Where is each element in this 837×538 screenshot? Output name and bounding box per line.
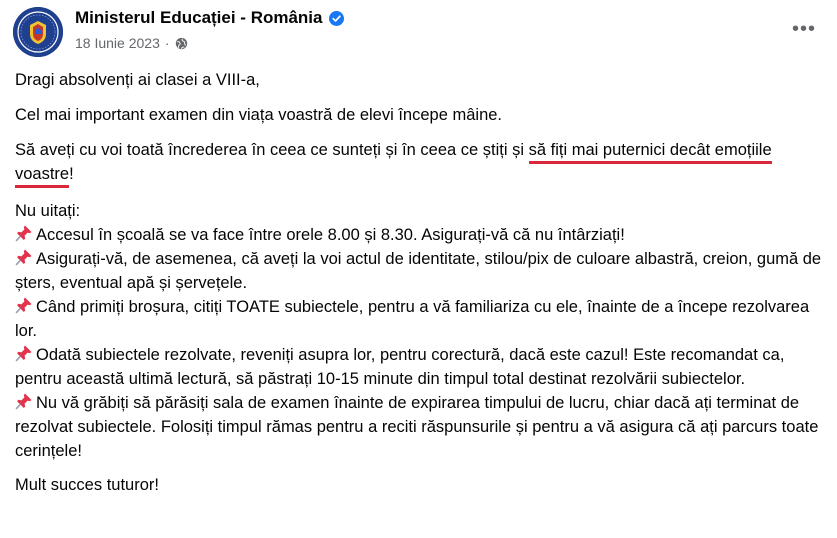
globe-icon[interactable] <box>175 37 188 50</box>
post-wish-text: Să aveți cu voi toată încrederea în ceea ce sunteți și în ceea ce știți și <box>15 141 529 159</box>
author-name[interactable] <box>75 8 344 28</box>
post-wish <box>15 138 830 186</box>
list-item-text: Asigurați-vă, de asemenea, că aveți la voi actul de identitate, stilou/pix de culoare albastră, creion, gumă de șters, eventual apă și șervețele. <box>15 250 822 292</box>
author-name-text: Ministerul Educației - România <box>75 8 323 27</box>
pushpin-icon <box>15 344 33 362</box>
list-title: Nu uitați: <box>15 202 81 220</box>
post-wish-end: ! <box>69 165 74 183</box>
list-item-text: Nu vă grăbiți să părăsiți sala de examen înainte de expirarea timpului de lucru, chiar dacă ați terminat de rezolvat subiectele. Folosiți timpul rămas pentru a reciti răspunsurile și pentru a vă asigura că ați parcurs toate cerințele! <box>15 394 819 460</box>
list-item <box>15 295 830 343</box>
post-date[interactable]: 18 Iunie 2023 <box>75 35 160 51</box>
post-intro: Cel mai important examen din viața voastră de elevi începe mâine. <box>15 106 502 124</box>
verified-badge-icon <box>329 11 344 26</box>
ministry-seal-icon <box>13 7 63 57</box>
more-options-icon: ••• <box>791 17 816 40</box>
pushpin-icon <box>15 248 33 266</box>
reminder-list <box>15 199 830 463</box>
pushpin-icon <box>15 392 33 410</box>
post-greeting: Dragi absolvenți ai clasei a VIII-a, <box>15 71 260 89</box>
list-item <box>15 223 830 247</box>
list-item <box>15 247 830 295</box>
underlined-highlight: să fiți mai puternici decât emoțiile voastre <box>15 141 772 188</box>
list-item <box>15 391 830 463</box>
list-item <box>15 343 830 391</box>
pushpin-icon <box>15 296 33 314</box>
list-item-text: Odată subiectele rezolvate, reveniți asupra lor, pentru corectură, dacă este cazul! Este recomandat ca, pentru această ultimă lectură, să păstrați 10-15 minute din timpul total destinat rezolvării subiectelor. <box>15 346 785 388</box>
post-meta <box>75 35 188 51</box>
meta-separator: · <box>164 35 170 51</box>
post-closing: Mult succes tuturor! <box>15 476 159 494</box>
pushpin-icon <box>15 224 33 242</box>
page-avatar[interactable] <box>13 7 63 57</box>
post-body <box>15 68 830 507</box>
list-item-text: Accesul în școală se va face între orele 8.00 și 8.30. Asigurați-vă că nu întârziați! <box>36 226 625 244</box>
list-item-text: Când primiți broșura, citiți TOATE subiectele, pentru a vă familiariza cu ele, înainte de a începe rezolvarea lor. <box>15 298 810 340</box>
more-options-button[interactable] <box>789 14 819 44</box>
